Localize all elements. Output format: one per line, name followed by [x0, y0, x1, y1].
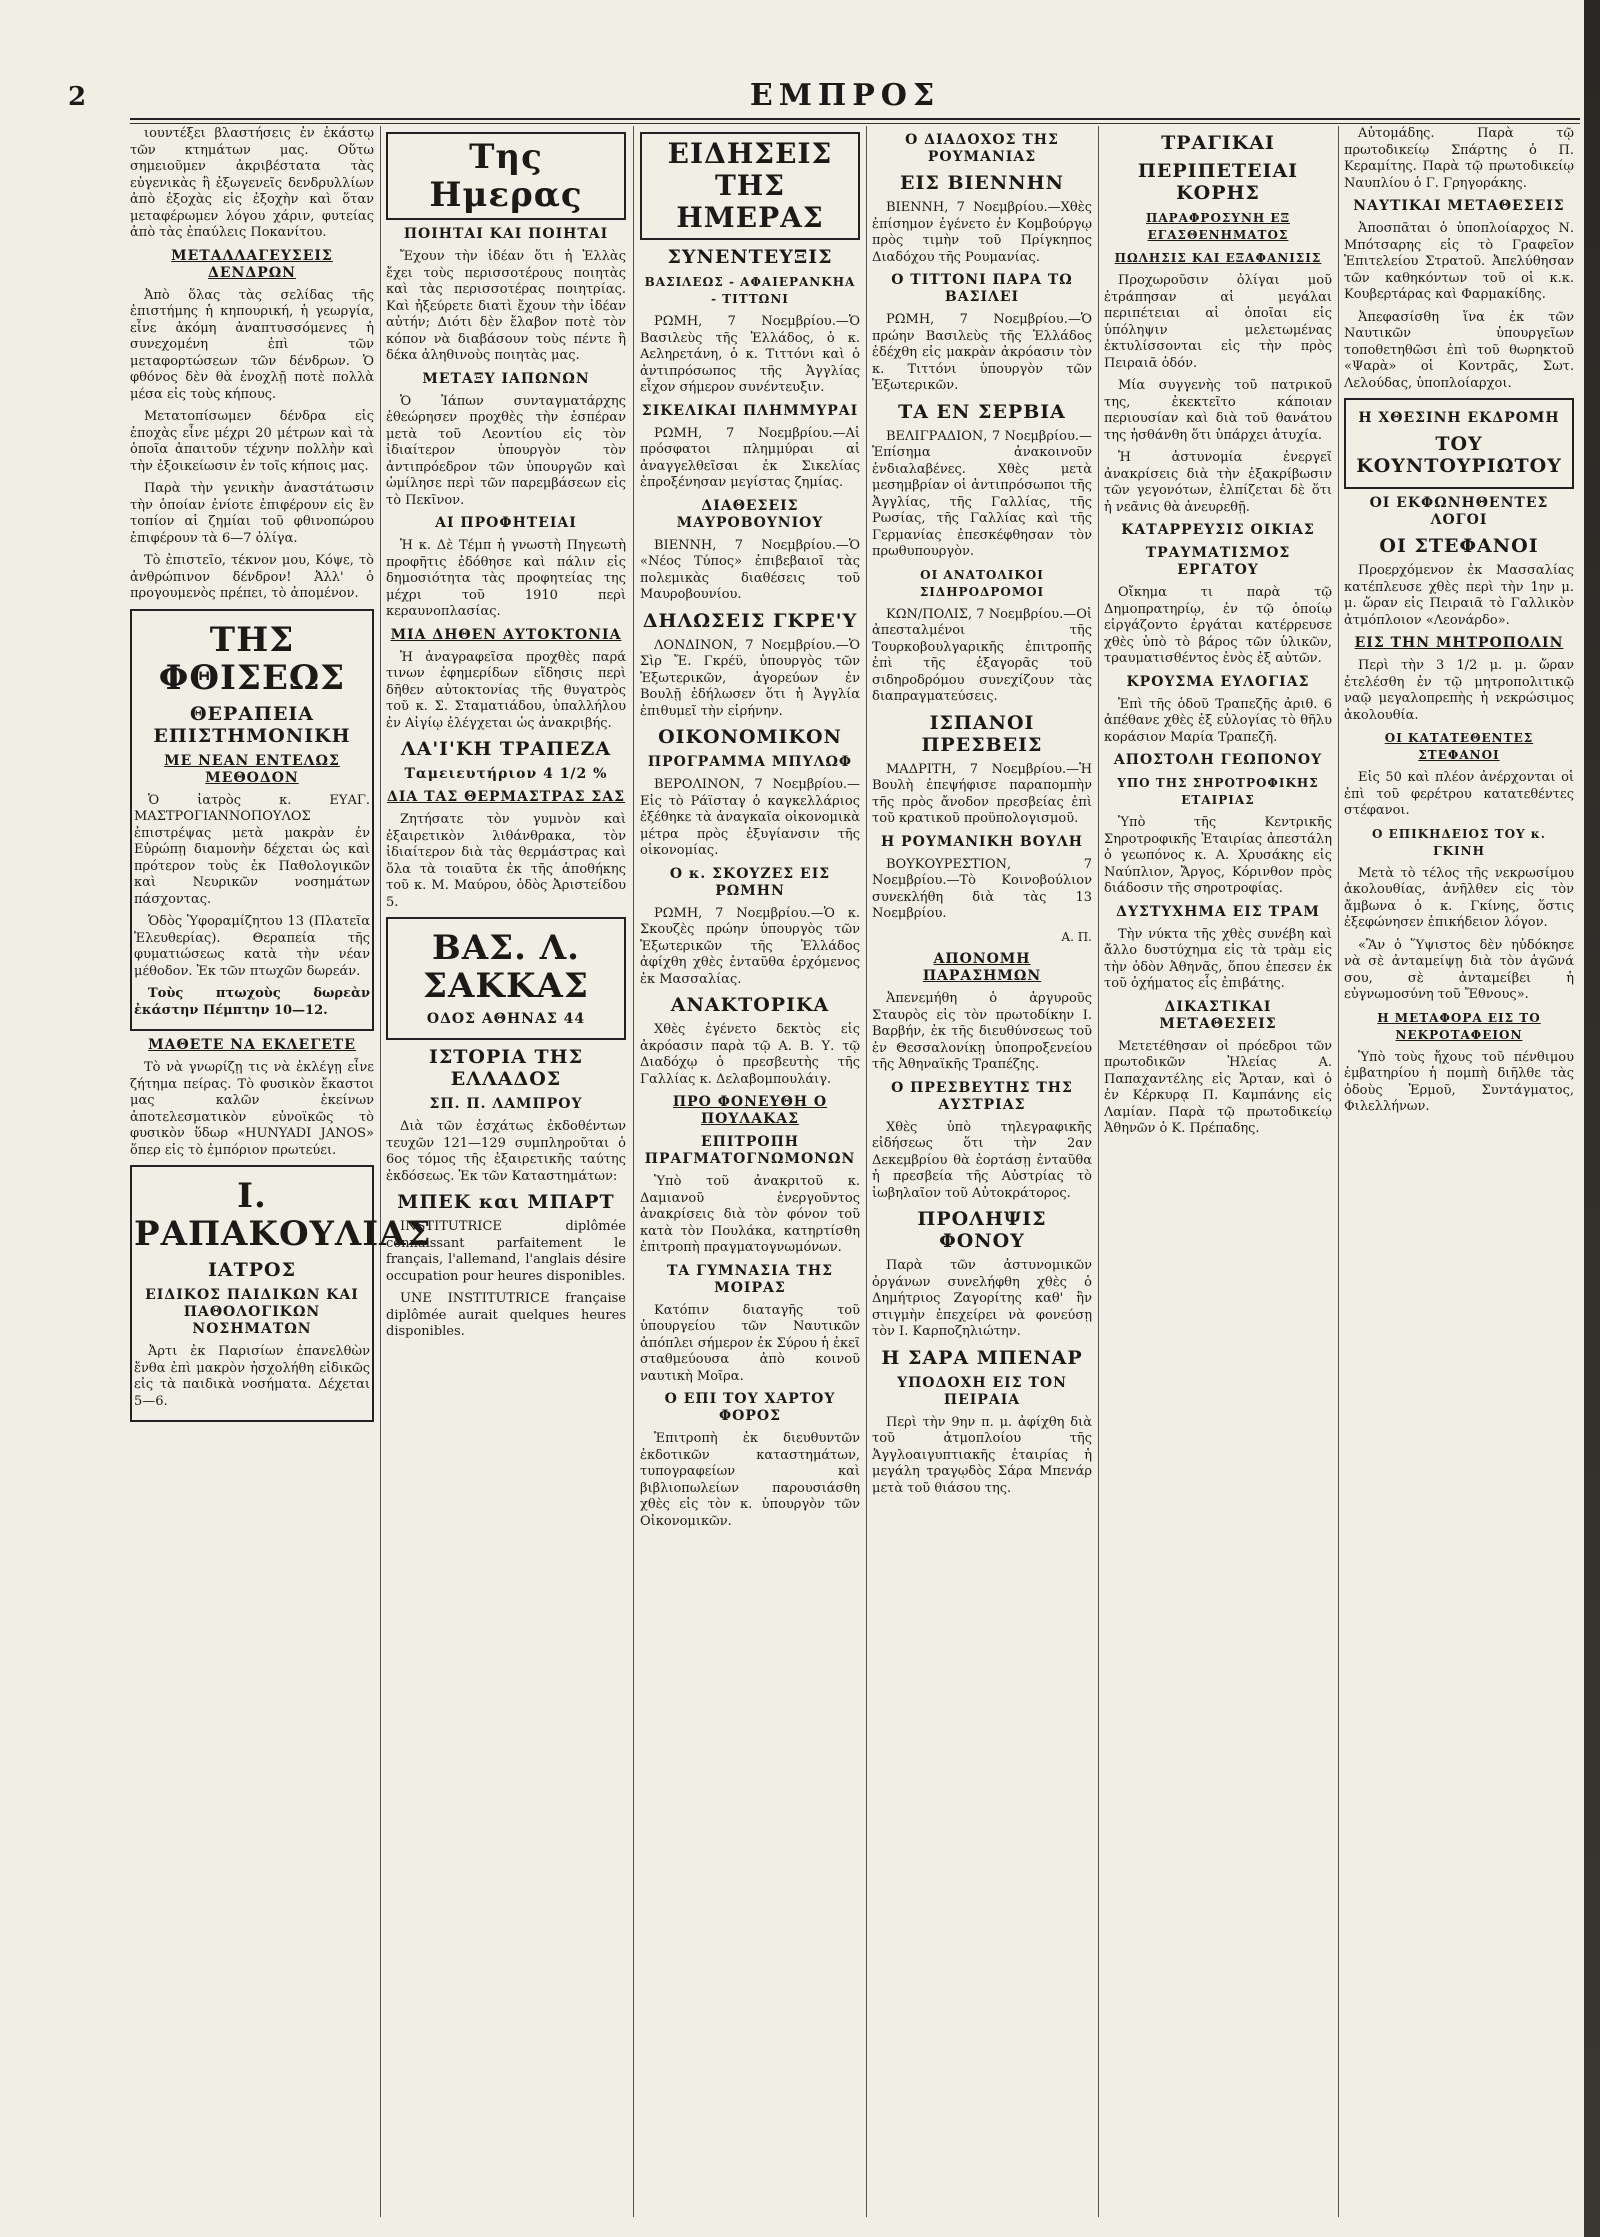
article-text: ΒΕΡΟΛΙΝΟΝ, 7 Νοεμβρίου.—Εἰς τὸ Ράϊσταγ ὁ καγκελλάριος ἐξέθηκε τὰ ἀναγκαῖα οἰκονομικὰ μέτρα πρὸς ἐξυγίανσιν τῆς οἰκονομίας. — [640, 777, 860, 858]
article-text: Περὶ τὴν 9ην π. μ. ἀφίχθη διὰ τοῦ ἀτμοπλοίου τῆς Ἀγγλοαιγυπτιακῆς ἑταιρίας ἡ μεγάλη τραγῳδὸς Σάρα Μπενάρ μετὰ τοῦ θιάσου της. — [872, 1414, 1092, 1496]
article-heading: ΟΙ ΚΑΤΑΤΕΘΕΝΤΕΣ ΣΤΕΦΑΝΟΙ — [1384, 731, 1534, 762]
article-heading: Η ΧΘΕΣΙΝΗ ΕΚΔΡΟΜΗ — [1358, 410, 1560, 426]
article-text: ΒΟΥΚΟΥΡΕΣΤΙΟΝ, 7 Νοεμβρίου.—Τὸ Κοινοβούλιον συνεκλήθη διὰ τὰς 13 Νοεμβρίου. — [872, 856, 1092, 921]
article-heading: ΝΑΥΤΙΚΑΙ ΜΕΤΑΘΕΣΕΙΣ — [1353, 198, 1565, 214]
article-text: Ἀπενεμήθη ὁ ἀργυροῦς Σταυρὸς εἰς τὸν πρωτοδίκην Ι. Βαρβήν, ἐκ τῆς διευθύνσεως τοῦ ἐν Θεσσαλονίκῃ ὑποπροξενείου τῆς Ἀθηναϊκῆς Τραπέζης. — [872, 991, 1092, 1072]
article-text: Μετὰ τὸ τέλος τῆς νεκρωσίμου ἀκολουθίας, ἀνῆλθεν εἰς τὸν ἄμβωνα ὁ κ. Γκίνης, ὅστις ἐξεφώνησεν ἐπικήδειον λόγον. — [1344, 865, 1574, 930]
article-text: Παρὰ τὴν γενικὴν ἀναστάτωσιν τὴν ὁποίαν ἐνίοτε ἐπιφέρουν εἰς ἓν τοπίον αἱ ζημίαι τοῦ φθινοπώρου ἐπιφέρουν τὰ 6—7 ὀλίγα. — [130, 481, 374, 546]
article-heading: ΑΠΟΣΤΟΛΗ ΓΕΩΠΟΝΟΥ — [1113, 752, 1323, 768]
article-subheading: ΕΙΣ ΒΙΕΝΝΗΝ — [900, 172, 1064, 194]
article-heading: ΣΥΝΕΝΤΕΥΞΙΣ — [667, 246, 833, 268]
article-text: Μετετέθησαν οἱ πρόεδροι τῶν πρωτοδικῶν Ἠλείας Α. Παπαχαντέλης εἰς Ἄρταν, καὶ ὁ ἐν Κέρκυρᾳ Π. Καμπάνης εἰς Λαμίαν. Παρὰ τῷ πρωτοδικείῳ Ἀθηνῶν ὁ Κ. Πρέπαδης. — [1104, 1038, 1332, 1136]
article-heading: ΙΣΤΟΡΙΑ ΤΗΣ ΕΛΛΑΔΟΣ — [428, 1046, 584, 1090]
article-heading: ΜΑΘΕΤΕ ΝΑ ΕΚΛΕΓΕΤΕ — [148, 1037, 356, 1053]
article-heading: ΜΙΑ ΔΗΘΕΝ ΑΥΤΟΚΤΟΝΙΑ — [390, 626, 622, 643]
article-text: INSTITUTRICE diplômée connaissant parfaitement le français, l'allemand, l'anglais désire occupation pour heures disponibles. — [386, 1219, 626, 1284]
article-heading: ΔΙΑ ΤΑΣ ΘΕΡΜΑΣΤΡΑΣ ΣΑΣ — [386, 789, 626, 805]
section-title: Της Ημερας — [429, 137, 583, 215]
article-text: Ὑπὸ τοὺς ἤχους τοῦ πένθιμου ἐμβατηρίου ἡ πομπὴ διῆλθε τὰς ὁδοὺς Ἑρμοῦ, Συντάγματος, Φιλελλήνων. — [1344, 1049, 1574, 1114]
article-text: ΚΩΝ/ΠΟΛΙΣ, 7 Νοεμβρίου.—Οἱ ἀπεσταλμένοι τῆς Τουρκοβουλγαρικῆς ἐπιτροπῆς ἐπὶ τῆς ἐξαγορᾶς τοῦ σιδηροδρόμου συνεχίζουν τὰς διαπραγματεύσεις. — [872, 606, 1092, 704]
article-subheading: ΠΑΡΑΦΡΟΣΥΝΗ ΕΞ ΕΓΑΣΘΕΝΗΜΑΤΟΣ — [1145, 211, 1291, 242]
ad-heading: ΜΠΕΚ και ΜΠΑΡΤ — [397, 1191, 615, 1213]
article-heading: ΤΟΥ ΚΟΥΝΤΟΥΡΙΩΤΟΥ — [1356, 433, 1562, 477]
article-subheading: ΠΩΛΗΣΙΣ ΚΑΙ ΕΞΑΦΑΝΙΣΙΣ — [1114, 251, 1322, 265]
masthead-title: ΕΜΠΡΟΣ — [749, 78, 941, 113]
ad-text: Τοὺς πτωχοὺς δωρεὰν ἐκάστην Πέμπτην 10—12. — [134, 986, 370, 1018]
article-text: Ἐπὶ τῆς ὁδοῦ Τραπεζῆς ἀριθ. 6 ἀπέθανε χθὲς ἐξ εὐλογίας τὸ θῆλυ κοράσιον Μαρία Τραπεζῆ. — [1104, 696, 1332, 745]
advertisement-box — [386, 917, 626, 1040]
column-5 — [1104, 126, 1332, 2217]
ad-subheading: ΟΔΟΣ ΑΘΗΝΑΣ 44 — [426, 1011, 586, 1027]
column-4 — [872, 126, 1092, 2217]
article-heading: Η ΜΕΤΑΦΟΡΑ ΕΙΣ ΤΟ ΝΕΚΡΟΤΑΦΕΙΟΝ — [1377, 1010, 1541, 1042]
column-divider — [866, 126, 867, 2217]
article-text: ΒΙΕΝΝΗ, 7 Νοεμβρίου.—Ὁ «Νέος Τύπος» ἐπιβεβαιοῖ τὰς πολεμικὰς διαθέσεις τοῦ Μαυροβουνίου. — [640, 537, 860, 602]
page-number: 2 — [68, 82, 87, 112]
article-subheading: ΥΠΟ ΤΗΣ ΣΗΡΟΤΡΟΦΙΚΗΣ ΕΤΑΙΡΙΑΣ — [1117, 776, 1319, 807]
ad-subheading: Ταμειευτήριον 4 1/2 % — [404, 766, 608, 782]
article-heading: ΠΕΡΙΠΕΤΕΙΑΙ ΚΟΡΗΣ — [1137, 160, 1299, 204]
article-subheading: ΣΠ. Π. ΛΑΜΠΡΟΥ — [429, 1096, 583, 1112]
column-3 — [640, 126, 860, 2217]
article-heading: Ο ΠΡΕΣΒΕΥΤΗΣ ΤΗΣ ΑΥΣΤΡΙΑΣ — [891, 1079, 1073, 1113]
article-text: Εἰς 50 καὶ πλέον ἀνέρχονται οἱ ἐπὶ τοῦ φερέτρου κατατεθέντες στέφανοι. — [1344, 770, 1574, 818]
article-heading: Ο ΔΙΑΔΟΧΟΣ ΤΗΣ ΡΟΥΜΑΝΙΑΣ — [905, 132, 1059, 165]
section-title: ΕΙΔΗΣΕΙΣ ΤΗΣ ΗΜΕΡΑΣ — [667, 137, 833, 234]
article-heading: ΠΡΟ ΦΟΝΕΥΘΗ Ο ΠΟΥΛΑΚΑΣ — [672, 1094, 828, 1127]
article-heading: ΤΡΑΓΙΚΑΙ — [1161, 132, 1275, 154]
article-heading: ΤΑ ΓΥΜΝΑΣΙΑ ΤΗΣ ΜΟΙΡΑΣ — [667, 1262, 833, 1296]
article-text: Χθὲς ἐγένετο δεκτὸς εἰς ἀκρόασιν παρὰ τῷ Α. Β. Υ. τῷ Διαδόχῳ ὁ πρεσβευτὴς τῆς Γαλλίας κ. Δελαβομπουλάιγ. — [640, 1022, 860, 1087]
article-text: Ἡ ἀναγραφεῖσα προχθὲς παρά τινων ἐφημερίδων εἴδησις περὶ δῆθεν αὐτοκτονίας τῆς θυγατρὸς τοῦ κ. Σ. Σταματιάδου, ὑπαλλήλου ἐν Αἰγίῳ ἐλέγχεται ὡς ἀνακριβής. — [386, 649, 626, 731]
article-heading: ΠΟΙΗΤΑΙ ΚΑΙ ΠΟΙΗΤΑΙ — [403, 226, 609, 242]
article-text: Τὴν νύκτα τῆς χθὲς συνέβη καὶ ἄλλο δυστύχημα εἰς τὰ τρὰμ εἰς τὴν ὁδὸν Ἀθηνᾶς, ὅπου ἐπεσεν ἐκ τοῦ ὀχήματος εἷς ἐπιβάτης. — [1104, 926, 1332, 991]
advertisement-box — [130, 609, 374, 1032]
ad-heading: Ι. ΡΑΠΑΚΟΥΛΙΑΣ — [134, 1176, 432, 1254]
article-heading: ΔΙΚΑΣΤΙΚΑΙ ΜΕΤΑΘΕΣΕΙΣ — [1159, 998, 1277, 1032]
article-heading: ΜΕΤΑΞΥ ΙΑΠΩΝΩΝ — [422, 370, 590, 387]
article-heading: Ο ΕΠΙΚΗΔΕΙΟΣ ΤΟΥ κ. ΓΚΙΝΗ — [1372, 826, 1546, 858]
article-text: Αὐτομάδης. Παρὰ τῷ πρωτοδικείῳ Σπάρτης ὁ Π. Κεραμίτης. Παρὰ τῷ πρωτοδικείῳ Ναυπλίου ὁ Γ. Γρηγοράκης. — [1344, 126, 1574, 191]
article-text: Κατόπιν διαταγῆς τοῦ ὑπουργείου τῶν Ναυτικῶν ἀπόπλει σήμερον ἐκ Σύρου ἡ ἐκεῖ σταθμεύουσα ἀπὸ κοινοῦ ναυτικὴ Μοῖρα. — [640, 1302, 860, 1384]
article-heading: ΜΕΤΑΛΛΑΓΕΥΣΕΙΣ ΔΕΝΔΡΩΝ — [171, 247, 333, 281]
ad-text: Ἀρτι ἐκ Παρισίων ἐπανελθὼν ἔνθα ἐπὶ μακρὸν ἠσχολήθη εἰδικῶς εἰς τὰ παιδικὰ νοσήματα. Δέχεται 5—6. — [134, 1344, 370, 1409]
column-1 — [130, 126, 432, 2217]
article-text: Ὑπὸ τοῦ ἀνακριτοῦ κ. Δαμιανοῦ ἐνεργοῦντος ἀνακρίσεις διὰ τὸν φόνον τοῦ κατὰ τὸν Πουλάκα, κατηρτίσθη ἐπιτροπὴ πραγματογνωμόνων. — [640, 1174, 860, 1255]
article-text: ΜΑΔΡΙΤΗ, 7 Νοεμβρίου.—Ἡ Βουλὴ ἐπεψήφισε παραπομπὴν τῆς πρὸς ἄνοδον πρεσβείας ἐπὶ τοῦ κρατικοῦ προϋπολογισμοῦ. — [872, 761, 1092, 826]
article-subheading: ΒΑΣΙΛΕΩΣ - ΑΦΑΙΕΡΑΝΚΗΑ - ΤΙΤΤΩΝΙ — [644, 275, 856, 306]
column-divider — [633, 126, 634, 2217]
article-heading: Ο ΤΙΤΤΟΝΙ ΠΑΡΑ ΤΩ ΒΑΣΙΛΕΙ — [891, 272, 1073, 305]
article-heading: ΔΗΛΩΣΕΙΣ ΓΚΡΕ'Υ — [642, 609, 858, 632]
article-text: Ὑπὸ τῆς Κεντρικῆς Σηροτροφικῆς Ἑταιρίας ἀπεστάλη ὁ γεωπόνος κ. Α. Χρυσάκης εἰς Ναύπλιον, Ἄργος, Κόρινθον πρὸς διάδοσιν τῆς σηροτροφίας. — [1104, 815, 1332, 896]
article-text: Ζητήσατε τὸν γυμνὸν καὶ ἐξαιρετικὸν λιθάνθρακα, τὸν ἰδιαίτερον διὰ τὰς θερμάστρας καὶ ὅλα τὰ τοιαῦτα ἐκ τῆς ἀποθήκης τοῦ κ. Μ. Μαύρου, ὁδὸς Ἀριστείδου 5. — [386, 812, 626, 910]
article-heading: ΕΙΣ ΤΗΝ ΜΗΤΡΟΠΟΛΙΝ — [1354, 635, 1564, 651]
article-text: Περὶ τὴν 3 1/2 μ. μ. ὥραν ἐτελέσθη ἐν τῷ μητροπολιτικῷ ναῷ μεγαλοπρεπὴς ἡ νεκρώσιμος ἀκολουθία. — [1344, 658, 1574, 723]
article-subheading: ΥΠΟΔΟΧΗ ΕΙΣ ΤΟΝ ΠΕΙΡΑΙΑ — [897, 1374, 1067, 1408]
article-text: ΡΩΜΗ, 7 Νοεμβρίου.—Αἱ πρόσφατοι πλημμύραι αἱ ἀναγγελθεῖσαι ἐκ Σικελίας ἐπροξένησαν μεγίστας ζημίας. — [640, 425, 860, 490]
article-text: Ὁ Ἰάπων συνταγματάρχης ἐθεώρησεν προχθὲς τὴν ἐσπέραν μετὰ τοῦ Λεοντίου εἰς τὸν ἰδιαίτερον ὑπουργὸν τὸν ἀντιπρόεδρον τῶν ὑπουργῶν καὶ ὡμίλησε περὶ τῶν παρεμβάσεων εἰς τὸ Πεκῖνον. — [386, 393, 626, 508]
article-subheading: ΟΙ ΣΤΕΦΑΝΟΙ — [1379, 535, 1539, 557]
article-text: Προχωροῦσιν ὀλίγαι μοῦ ἐτράπησαν αἱ μεγάλαι περιπέτειαι αἱ ὁποῖαι εἰς ὑπόληψιν μελετωμένας ἐκτυλίσσονται εἰς τὴν πρὸς Πειραιᾶ ὁδόν. — [1104, 273, 1332, 371]
article-heading: ΑΠΟΝΟΜΗ ΠΑΡΑΣΗΜΩΝ — [922, 951, 1042, 984]
article-heading: ΟΙ ΑΝΑΤΟΛΙΚΟΙ ΣΙΔΗΡΟΔΡΟΜΟΙ — [919, 567, 1045, 599]
article-heading: ΑΙ ΠΡΟΦΗΤΕΙΑΙ — [435, 515, 577, 531]
article-text: Διὰ τῶν ἐσχάτως ἐκδοθέντων τευχῶν 121—129 συμπληροῦται ὁ 6ος τόμος τῆς ἐξαιρετικῆς ταύτης ἐκδόσεως. Ἐκ τῶν Καταστημάτων: — [386, 1119, 626, 1184]
ad-heading: ΒΑΣ. Λ. ΣΑΚΚΑΣ — [423, 928, 589, 1006]
article-text: Ἡ ἀστυνομία ἐνεργεῖ ἀνακρίσεις διὰ τὴν ἐξακρίβωσιν τῶν γεγονότων, ἐλπίζεται δὲ ὅτι ἡ νεᾶνις θὰ ἀνευρεθῇ. — [1104, 450, 1332, 515]
section-title-box — [1344, 398, 1574, 489]
ad-text: Ὁδὸς Ὑφοραμίζητου 13 (Πλατεῖα Ἐλευθερίας). Θεραπεία τῆς φυματιώσεως κατὰ τὴν νέαν μέθοδον. Ἐκ τῶν πτωχῶν δωρεάν. — [134, 914, 370, 979]
article-heading: ΔΥΣΤΥΧΗΜΑ ΕΙΣ ΤΡΑΜ — [1116, 903, 1320, 920]
column-6 — [1344, 126, 1574, 2217]
article-heading: ΙΣΠΑΝΟΙ ΠΡΕΣΒΕΙΣ — [921, 711, 1043, 756]
article-heading: ΣΙΚΕΛΙΚΑΙ ΠΛΗΜΜΥΡΑΙ — [641, 402, 859, 419]
article-text: Ἀπεφασίσθη ἵνα ἐκ τῶν Ναυτικῶν ὑπουργεῖων τοποθετηθῶσι ἐπὶ τοῦ θωρηκτοῦ «Ψαρὰ» οἱ Κοντρᾶς, Σωτ. Λελούδας, ὑποπλοίαρχοι. — [1344, 309, 1574, 391]
ad-heading: ΤΗΣ ΦΘΙΣΕΩΣ — [158, 619, 346, 698]
ad-subheading: ΜΕ ΝΕΑΝ ΕΝΤΕΛΩΣ ΜΕΘΟΔΟΝ — [164, 752, 340, 786]
article-text: Ἐπιτροπὴ ἐκ διευθυντῶν ἐκδοτικῶν καταστημάτων, τυπογραφείων καὶ βιβλιοπωλείων παρουσιάσθη χθὲς εἰς τὸν κ. ὑπουργὸν τῶν Οἰκονομικῶν. — [640, 1431, 860, 1529]
article-text: Χθὲς ὑπὸ τηλεγραφικῆς εἰδήσεως ὅτι τὴν 2αν Δεκεμβρίου θὰ ἐορτάσῃ ἐνταῦθα ἡ πρεσβεία τῆς Αὐστρίας τὸ ἰωβηλαῖον τοῦ Αὐτοκράτορος. — [872, 1119, 1092, 1201]
ad-heading: ΛΑ'Ι'ΚΗ ΤΡΑΠΕΖΑ — [400, 738, 612, 760]
article-subheading: ΠΡΟΓΡΑΜΜΑ ΜΠΥΛΩΦ — [647, 754, 853, 770]
article-heading: Η ΡΟΥΜΑΝΙΚΗ ΒΟΥΛΗ — [881, 833, 1083, 850]
article-text: Μία συγγενὴς τοῦ πατρικοῦ της, ἐκεκτεῖτο κάποιαν περιουσίαν καὶ διὰ τοῦ θανάτου της ἠσθάνθη ὅτι ὑπάρχει ἀτυχία. — [1104, 378, 1332, 443]
masthead-rule-thin — [130, 123, 1580, 124]
binding-edge — [1584, 0, 1600, 2237]
article-heading: ΔΙΑΘΕΣΕΙΣ ΜΑΥΡΟΒΟΥΝΙΟΥ — [676, 497, 824, 531]
article-text: Ἀποσπᾶται ὁ ὑποπλοίαρχος Ν. Μπότσαρης εἰς τὸ Γραφεῖον Ἐπιτελείου Στρατοῦ. Ἀπελύθησαν τῶν καθηκόντων τοῦ οἱ κ.κ. Κουβερτάρας καὶ Φαρμακίδης. — [1344, 221, 1574, 302]
column-2 — [386, 126, 626, 2217]
ad-subheading: ΘΕΡΑΠΕΙΑ ΕΠΙΣΤΗΜΟΝΙΚΗ — [153, 702, 351, 747]
article-heading: ΚΑΤΑΡΡΕΥΣΙΣ ΟΙΚΙΑΣ — [1121, 522, 1315, 538]
article-text: Παρὰ τῶν ἀστυνομικῶν ὀργάνων συνελήφθη χθὲς ὁ Δημήτριος Ζαγορίτης καθ' ἣν στιγμὴν ἐπεχείρει νὰ φονεύσῃ τὸν Ι. Καρποζηλιώτην. — [872, 1258, 1092, 1339]
article-text: Τὸ νὰ γνωρίζῃ τις νὰ ἐκλέγῃ εἶνε ζήτημα πείρας. Τὸ φυσικὸν ἔκαστοι μας καλῶν ἐκείνων ἀποτελεσματικὸν εὐνοϊκῶς τὸ φυσικὸν ὕδωρ «HUNYADI JANOS» ὅπερ εἰς τὸ ἐμπόριον πρωτεύει. — [130, 1060, 374, 1158]
article-subheading: ΕΠΙΤΡΟΠΗ ΠΡΑΓΜΑΤΟΓΝΩΜΟΝΩΝ — [644, 1134, 856, 1167]
article-heading: ΤΑ ΕΝ ΣΕΡΒΙΑ — [898, 400, 1066, 423]
article-text: ΒΙΕΝΝΗ, 7 Νοεμβρίου.—Χθὲς ἐπίσημον ἐγένετο ἐν Κομβούργῳ πρὸς τιμὴν τοῦ Πρίγκηπος Διαδόχου τῆς Ρουμανίας. — [872, 200, 1092, 265]
article-heading: ΑΝΑΚΤΟΡΙΚΑ — [670, 994, 830, 1016]
article-text: «Ἂν ὁ Ὕψιστος δὲν ηὐδόκησε νὰ σὲ ἀνταμείψῃ διὰ τὸν ἀγῶνά σου, σὲ ἀνταμείβει ἡ εὐγνωμοσύνη τοῦ Ἔθνους». — [1344, 937, 1574, 1002]
article-heading: ΚΡΟΥΣΜΑ ΕΥΛΟΓΙΑΣ — [1126, 673, 1310, 690]
article-text: Μετατοπίσωμεν δένδρα εἰς ἐποχὰς εἶνε μέχρι 20 μέτρων καὶ τὰ ὁποῖα ἀπαιτοῦν τέχνην πολλὴν καὶ τὴν ἐξοικείωσιν ἐν τοῖς κήποις μας. — [130, 409, 374, 474]
article-text: Τὸ ἐπιστεῖο, τέκνον μου, Κόψε, τὸ ἀνθρώπινον δένδρον! Ἀλλ' ὁ προγουμενὸς πρέπει, τὸ ἀπομένον. — [130, 553, 374, 601]
ad-subheading: ΙΑΤΡΟΣ — [207, 1259, 297, 1281]
column-divider — [1338, 126, 1339, 2217]
advertisement-box — [130, 1165, 432, 1422]
article-text: ΛΟΝΔΙΝΟΝ, 7 Νοεμβρίου.—Ὁ Σὶρ Ἔ. Γκρέϋ, ὑπουργὸς τῶν Ἐξωτερικῶν, ἀγορεύων ἐν Βουλῇ ἐδήλωσεν ὅτι ἡ Ἀγγλία ἐπιθυμεῖ τὴν εἰρήνην. — [640, 637, 860, 719]
article-heading: Ο ΕΠΙ ΤΟΥ ΧΑΡΤΟΥ ΦΟΡΟΣ — [664, 1391, 836, 1424]
article-text: Προερχόμενον ἐκ Μασσαλίας κατέπλευσε χθὲς περὶ τὴν 1ην μ. μ. ὥραν εἰς Πειραιᾶ τὸ Γαλλικὸν ἀτμόπλοιον «Λεονάρδο». — [1344, 563, 1574, 628]
article-text: ΡΩΜΗ, 7 Νοεμβρίου.—Ὁ κ. Σκουζὲς πρώην ὑπουργὸς τῶν Ἐξωτερικῶν τῆς Ἑλλάδος ἀφίχθη χθὲς ἐνταῦθα ἐρχόμενος ἐκ Μασσαλίας. — [640, 905, 860, 987]
article-subheading: ΟΙ ΕΚΦΩΝΗΘΕΝΤΕΣ ΛΟΓΟΙ — [1369, 495, 1549, 528]
article-subheading: ΤΡΑΥΜΑΤΙΣΜΟΣ ΕΡΓΑΤΟΥ — [1145, 545, 1291, 578]
article-text: Ἀπὸ ὅλας τὰς σελίδας τῆς ἐπιστήμης ἡ κηπουρική, ἡ γεωργία, εἶνε ἀκόμη ἀναπτυσσόμενες ἡ συνεχομένη ἐπὶ τῶν μεταφορτώσεων τῶν δένδρων. Ὁ φθόνος δὲν θὰ ἐνοχλῇ ποτὲ πολλὰ μέσα εἰς τοὺς κήπους. — [130, 287, 374, 402]
article-text: UNE INSTITUTRICE française diplômée aurait quelques heures disponibles. — [386, 1291, 626, 1339]
article-text: ιουντέξει βλαστήσεις ἐν ἑκάστῳ τῶν κτημάτων μας. Οὕτω σημειοῦμεν ἀκριβέστατα τὰς εὐγενικὰς ἢ ἐξωγενεῖς δενδρυλλίων ἀπὸ ἐξοχὰς εἰς ἐξοχὴν καὶ ὅταν μεταφέρωμεν λόγου χάριν, φυτείας ἀπὸ τὰς ἐπαύλεις Ποκανίτου. — [130, 126, 374, 240]
ad-subheading: ΕΙΔΙΚΟΣ ΠΑΙΔΙΚΩΝ ΚΑΙ ΠΑΘΟΛΟΓΙΚΩΝ ΝΟΣΗΜΑΤΩΝ — [145, 1287, 359, 1337]
article-text: ΒΕΛΙΓΡΑΔΙΟΝ, 7 Νοεμβρίου.—Ἐπίσημα ἀνακοινοῦν ἐνδιαλαβένες. Χθὲς μετὰ μεσημβρίαν οἱ ἀντιπρόσωποι τῆς Ἀγγλίας, τῆς Γαλλίας, τῆς Ρωσίας, τῆς Γαλλίας καὶ τῆς Γερμανίας ἐπεσκέφθησαν τὸν πρωθυπουργὸν. — [872, 428, 1092, 559]
article-text: Οἴκημα τι παρὰ τῷ Δημοπρατηρίῳ, ἐν τῷ ὁποίῳ εἰργάζοντο ἐργάται κατέρρευσε χθὲς ὑπὸ τὸ βάρος τῶν ὑλικῶν, τραυματισθέντος ἑνὸς ἐξ αὐτῶν. — [1104, 585, 1332, 666]
article-text: Ἡ κ. Δὲ Τέμπ ἡ γνωστὴ Πηγεωτὴ προφῆτις ἐδόθησε καὶ πάλιν εἰς δημοσιότητα τὰς προφητείας της μέχρι τοῦ 1910 περὶ κεραυνοπλασίας. — [386, 538, 626, 619]
column-divider — [1098, 126, 1099, 2217]
article-text: ΡΩΜΗ, 7 Νοεμβρίου.—Ὁ Βασιλεὺς τῆς Ἑλλάδος, ὁ κ. Αεληρετάνη, ὁ κ. Τιττόνι καὶ ὁ ἀντιπρόσωπος τῆς Ἀγγλίας εἶχον σήμερον συνέντευξιν. — [640, 314, 860, 395]
article-heading: ΟΙΚΟΝΟΜΙΚΟΝ — [658, 726, 842, 748]
article-text: Ἔχουν τὴν ἰδέαν ὅτι ἡ Ἑλλὰς ἔχει τοὺς περισσοτέρους ποιητὰς καὶ τὰς περισσοτέρας ποιητρίας. Καὶ ἠξεύρετε διατὶ ἔχουν τὴν ἰδέαν αὐτήν; Διότι δὲν ἔλαβον ποτὲ τὸν κόπον νὰ διαβάσουν τοὺς πέντε ἢ δέκα ἀληθινοὺς ποιητὰς μας. — [386, 249, 626, 363]
article-text: ΡΩΜΗ, 7 Νοεμβρίου.—Ὁ πρώην Βασιλεὺς τῆς Ἑλλάδος ἐδέχθη εἰς μακρὰν ἀκρόασιν τὸν κ. Τιττόνι ὑπουργὸν τῶν Ἐξωτερικῶν. — [872, 312, 1092, 393]
masthead-rule — [130, 118, 1580, 120]
article-heading: ΠΡΟΛΗΨΙΣ ΦΟΝΟΥ — [917, 1208, 1047, 1252]
section-title-box — [386, 132, 626, 220]
article-heading: Ο κ. ΣΚΟΥΖΕΣ ΕΙΣ ΡΩΜΗΝ — [669, 865, 831, 899]
article-heading: Η ΣΑΡΑ ΜΠΕΝΑΡ — [881, 1346, 1083, 1369]
section-title-box — [640, 132, 860, 240]
column-divider — [380, 126, 381, 2217]
article-signature: Α. Π. — [1061, 929, 1092, 944]
ad-text: Ὁ ἰατρὸς κ. ΕΥΑΓ. ΜΑΣΤΡΟΓΙΑΝΝΟΠΟΥΛΟΣ ἐπιστρέψας μετὰ μακρὰν ἐν Εὐρώπῃ διαμονὴν δέχεται ὡς καὶ πρότερον τοὺς ἐκ Παθολογικῶν καὶ Νευρικῶν νοσημάτων πάσχοντας. — [134, 792, 370, 907]
